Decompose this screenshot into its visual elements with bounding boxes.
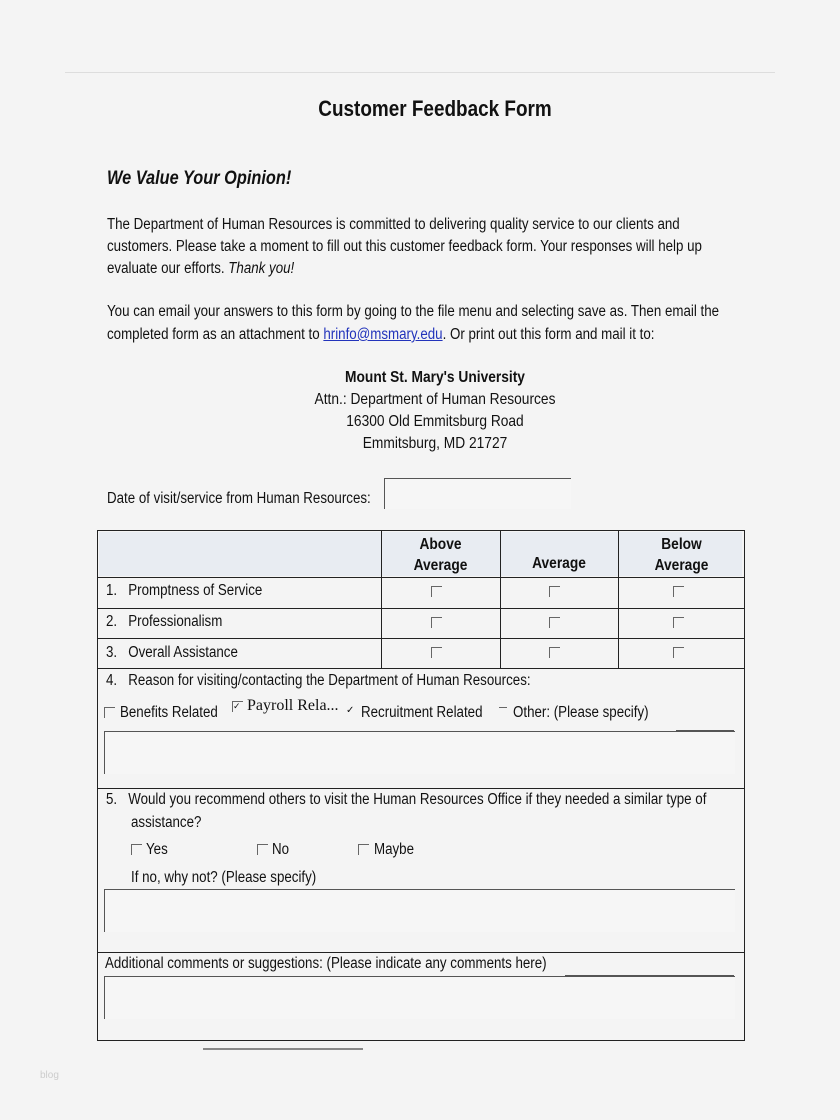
option-no: No xyxy=(272,841,290,858)
checkbox-promptness-above[interactable] xyxy=(431,586,442,597)
checkbox-payroll-checked[interactable]: ✓ xyxy=(232,701,243,712)
email-line xyxy=(107,326,654,344)
email-text: . Or print out this form and mail it to: xyxy=(442,326,655,343)
comments-input[interactable] xyxy=(104,976,735,1019)
why-not-input[interactable] xyxy=(104,889,735,932)
checkbox-promptness-below[interactable] xyxy=(673,586,684,597)
intro-line xyxy=(107,260,294,278)
thank-you: Thank you! xyxy=(228,260,295,277)
checkbox-recruitment-checked[interactable]: ✓ xyxy=(346,705,355,716)
option-payroll: Payroll Rela... xyxy=(247,697,339,714)
checkbox-benefits[interactable] xyxy=(104,707,115,718)
option-recruitment: Recruitment Related xyxy=(361,704,483,721)
q4-text: 4. Reason for visiting/contacting the Department of Human Resources: xyxy=(106,672,531,689)
checkbox-overall-above[interactable] xyxy=(431,647,442,658)
checkbox-other[interactable] xyxy=(499,707,507,708)
bottom-rule xyxy=(203,1048,363,1050)
checkbox-professionalism-below[interactable] xyxy=(673,617,684,628)
checkbox-no[interactable] xyxy=(257,844,268,855)
address-city: Emmitsburg, MD 21727 xyxy=(362,435,508,452)
checkbox-yes[interactable] xyxy=(131,844,142,855)
intro-line: customers. Please take a moment to fill out this customer feedback form. Your responses will help up xyxy=(107,238,702,255)
header-above-average: Above Average xyxy=(413,536,468,574)
address-name: Mount St. Mary's University xyxy=(345,369,525,386)
date-label: Date of visit/service from Human Resources: xyxy=(107,490,371,507)
checkbox-professionalism-average[interactable] xyxy=(549,617,560,628)
reason-specify-input[interactable] xyxy=(104,731,735,774)
checkbox-professionalism-above[interactable] xyxy=(431,617,442,628)
row-professionalism: 2. Professionalism xyxy=(106,613,223,630)
comments-label: Additional comments or suggestions: (Please indicate any comments here) xyxy=(105,955,547,972)
option-yes: Yes xyxy=(146,841,168,858)
email-link[interactable]: hrinfo@msmary.edu xyxy=(323,326,443,343)
date-input[interactable] xyxy=(384,478,571,509)
intro-text: evaluate our efforts. xyxy=(107,260,225,277)
q5-text: 5. Would you recommend others to visit the Human Resources Office if they needed a similar type of xyxy=(106,791,707,808)
row-promptness: 1. Promptness of Service xyxy=(106,582,263,599)
header-average: Average xyxy=(532,555,586,572)
option-other: Other: (Please specify) xyxy=(513,704,649,721)
row-overall: 3. Overall Assistance xyxy=(106,644,238,661)
checkbox-overall-below[interactable] xyxy=(673,647,684,658)
q5-followup: If no, why not? (Please specify) xyxy=(131,869,317,886)
subtitle: We Value Your Opinion! xyxy=(107,168,292,189)
email-text: completed form as an attachment to xyxy=(107,326,320,343)
q5-text-cont: assistance? xyxy=(131,814,202,831)
header-below-average: Below Average xyxy=(654,536,709,574)
watermark: blog xyxy=(40,1070,59,1081)
checkbox-maybe[interactable] xyxy=(358,844,369,855)
address-attn: Attn.: Department of Human Resources xyxy=(314,391,556,408)
checkbox-promptness-average[interactable] xyxy=(549,586,560,597)
address-street: 16300 Old Emmitsburg Road xyxy=(346,413,524,430)
option-maybe: Maybe xyxy=(374,841,415,858)
option-benefits: Benefits Related xyxy=(120,704,218,721)
page-title: Customer Feedback Form xyxy=(318,96,552,121)
checkbox-overall-average[interactable] xyxy=(549,647,560,658)
intro-line: The Department of Human Resources is committed to delivering quality service to our clients and xyxy=(107,216,680,233)
top-rule xyxy=(65,72,775,73)
email-line: You can email your answers to this form by going to the file menu and selecting save as. Then email the xyxy=(107,303,720,320)
